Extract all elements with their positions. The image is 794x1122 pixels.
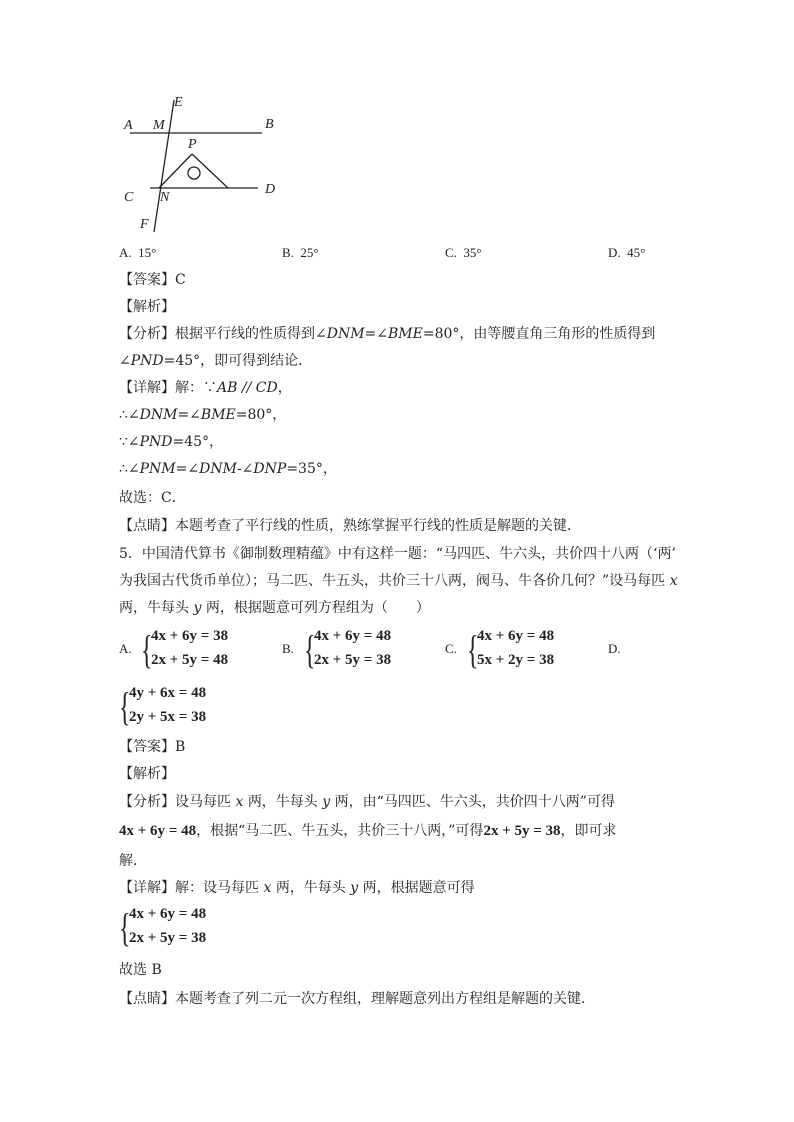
q4-fenxi-line1	[119, 324, 655, 344]
q5-answer	[119, 737, 185, 757]
option-letter: C.	[445, 245, 457, 260]
tag: 【分析】	[119, 794, 175, 810]
label-d: D	[265, 182, 276, 197]
equation: 2x + 5y = 38	[129, 930, 207, 946]
q5-comment	[119, 989, 595, 1009]
variable: x	[669, 573, 678, 589]
option-value: 15°	[138, 245, 157, 260]
answer-value: B	[175, 739, 186, 755]
option-value: 35°	[463, 245, 482, 260]
text: =45°，	[172, 434, 224, 450]
variable: y	[322, 794, 331, 810]
text: =∠	[177, 407, 201, 423]
q4-detail-line3	[119, 432, 223, 452]
tag: 【分析】	[119, 326, 175, 342]
equation: 2x + 5y = 48	[151, 652, 229, 668]
brace: {	[304, 627, 316, 672]
text: ∴∠	[119, 407, 140, 423]
equation: 4x + 6y = 48	[314, 628, 392, 644]
text: ∵∠	[119, 434, 140, 450]
brace: {	[467, 627, 479, 672]
angle-name: DNM	[326, 326, 365, 342]
text: 两，牛每头	[119, 600, 189, 616]
brace: {	[141, 627, 153, 672]
text: 两，根据题意可得	[362, 880, 475, 896]
text: 本题考查了列二元一次方程组，理解题意列出方程组是解题的关键．	[175, 991, 595, 1007]
text: 两，牛每头	[275, 880, 346, 896]
equation: 5x + 2y = 38	[477, 652, 555, 668]
triangle-circle	[188, 167, 200, 179]
text: ，	[277, 380, 292, 396]
text: 解：∵	[175, 380, 217, 396]
text: =35°，	[286, 461, 337, 477]
q4-detail-line2	[119, 405, 286, 425]
label-m: M	[153, 118, 165, 133]
q5-analysis-tag: 【解析】	[119, 766, 175, 782]
text: 为我国古代货币单位）；马二匹、牛五头，共价三十八两，阀马、牛各价几何？”设马每匹	[119, 573, 666, 589]
tag: 【详解】	[119, 880, 175, 896]
text: 两，牛每头	[247, 794, 318, 810]
text: =80°，由等腰直角三角形的性质得到	[422, 326, 656, 342]
q4-option-d	[608, 245, 645, 261]
brace: {	[119, 684, 131, 729]
segment-name: CD	[255, 380, 278, 396]
option-letter: A.	[119, 245, 132, 260]
q5-fenxi-line2	[119, 821, 617, 841]
text: 解：设马每匹	[175, 880, 259, 896]
q5-question-line3	[119, 598, 430, 618]
text: =80°，	[235, 407, 287, 423]
q5-option-a-letter: A.	[119, 641, 132, 656]
angle-name: BME	[388, 326, 423, 342]
text: 本题考查了平行线的性质，熟练掌握平行线的性质是解题的关键．	[175, 518, 581, 534]
angle-name: BME	[200, 407, 236, 423]
q4-detail-line4	[119, 459, 337, 479]
q4-fenxi-line2	[119, 351, 312, 371]
text: =∠	[175, 461, 200, 477]
q5-option-b-letter: B.	[282, 641, 294, 656]
text: -∠	[236, 461, 254, 477]
angle-name: PND	[130, 353, 164, 369]
q5-choose: 故选 B	[119, 962, 162, 978]
option-letter: D.	[608, 245, 621, 260]
q4-option-c	[445, 245, 482, 261]
label-f: F	[140, 217, 149, 232]
label-c: C	[124, 190, 134, 205]
triangle-left-side	[159, 154, 192, 188]
q5-option-c-letter: C.	[445, 641, 457, 656]
q4-option-b	[282, 245, 319, 261]
parallel-sign: //	[237, 380, 256, 396]
angle-name: PND	[139, 434, 173, 450]
text: 两，根据题意可列方程组为（ ）	[205, 600, 430, 616]
label-p: P	[188, 137, 197, 152]
variable: x	[263, 880, 272, 896]
text: 两，由“马四匹、牛六头，共价四十八两”可得	[334, 794, 615, 810]
q4-option-a	[119, 245, 156, 261]
tag: 【点睛】	[119, 991, 175, 1007]
equation: 4x + 6y = 48	[477, 628, 555, 644]
q5-question-line2	[119, 571, 678, 591]
label-b: B	[265, 117, 274, 132]
q4-comment	[119, 516, 581, 536]
angle-name: PNM	[139, 461, 176, 477]
tag: 【答案】	[119, 739, 175, 755]
text: ，即可求	[560, 823, 617, 839]
segment-name: AB	[217, 380, 238, 396]
q4-detail-line1	[119, 378, 292, 398]
tag: 【答案】	[119, 272, 175, 288]
q5-question-line1: 5．中国清代算书《御制数理精蕴》中有这样一题：“马四匹、牛六头，共价四十八两（‘两’	[119, 546, 676, 562]
label-n: N	[160, 190, 170, 205]
text: 根据平行线的性质得到∠	[175, 326, 327, 342]
tag: 【详解】	[119, 380, 175, 396]
variable: x	[235, 794, 244, 810]
tag: 【点睛】	[119, 518, 175, 534]
text: 设马每匹	[175, 794, 231, 810]
q4-analysis-tag: 【解析】	[119, 299, 175, 315]
q4-choose: 故选：C．	[119, 490, 186, 506]
text: =∠	[364, 326, 389, 342]
answer-value: C	[175, 272, 186, 288]
q5-fenxi-line3: 解．	[119, 853, 147, 869]
triangle-right-side	[192, 154, 228, 188]
angle-name: DNP	[253, 461, 287, 477]
option-value: 45°	[627, 245, 646, 260]
equation: 4x + 6y = 48	[119, 823, 197, 839]
brace: {	[119, 905, 131, 950]
q5-fenxi-line1	[119, 792, 615, 812]
text: ，根据“马二匹、牛五头，共价三十八两，”可得	[196, 823, 484, 839]
equation: 2y + 5x = 38	[129, 709, 207, 725]
q4-answer	[119, 270, 186, 290]
text: =45°，即可得到结论．	[163, 353, 313, 369]
equation: 2x + 5y = 38	[483, 823, 561, 839]
option-letter: B.	[282, 245, 294, 260]
text: ∠	[119, 353, 131, 369]
text: ∴∠	[119, 461, 140, 477]
equation: 4x + 6y = 48	[129, 906, 207, 922]
q5-detail-line1	[119, 878, 475, 898]
q5-option-d-letter: D.	[608, 641, 621, 656]
angle-name: DNM	[199, 461, 237, 477]
variable: y	[193, 600, 202, 616]
variable: y	[350, 880, 359, 896]
angle-name: DNM	[139, 407, 178, 423]
equation: 4x + 6y = 38	[151, 628, 229, 644]
label-e: E	[174, 95, 183, 110]
label-a: A	[124, 118, 133, 133]
equation: 4y + 6x = 48	[129, 685, 207, 701]
option-value: 25°	[300, 245, 319, 260]
equation: 2x + 5y = 38	[314, 652, 392, 668]
